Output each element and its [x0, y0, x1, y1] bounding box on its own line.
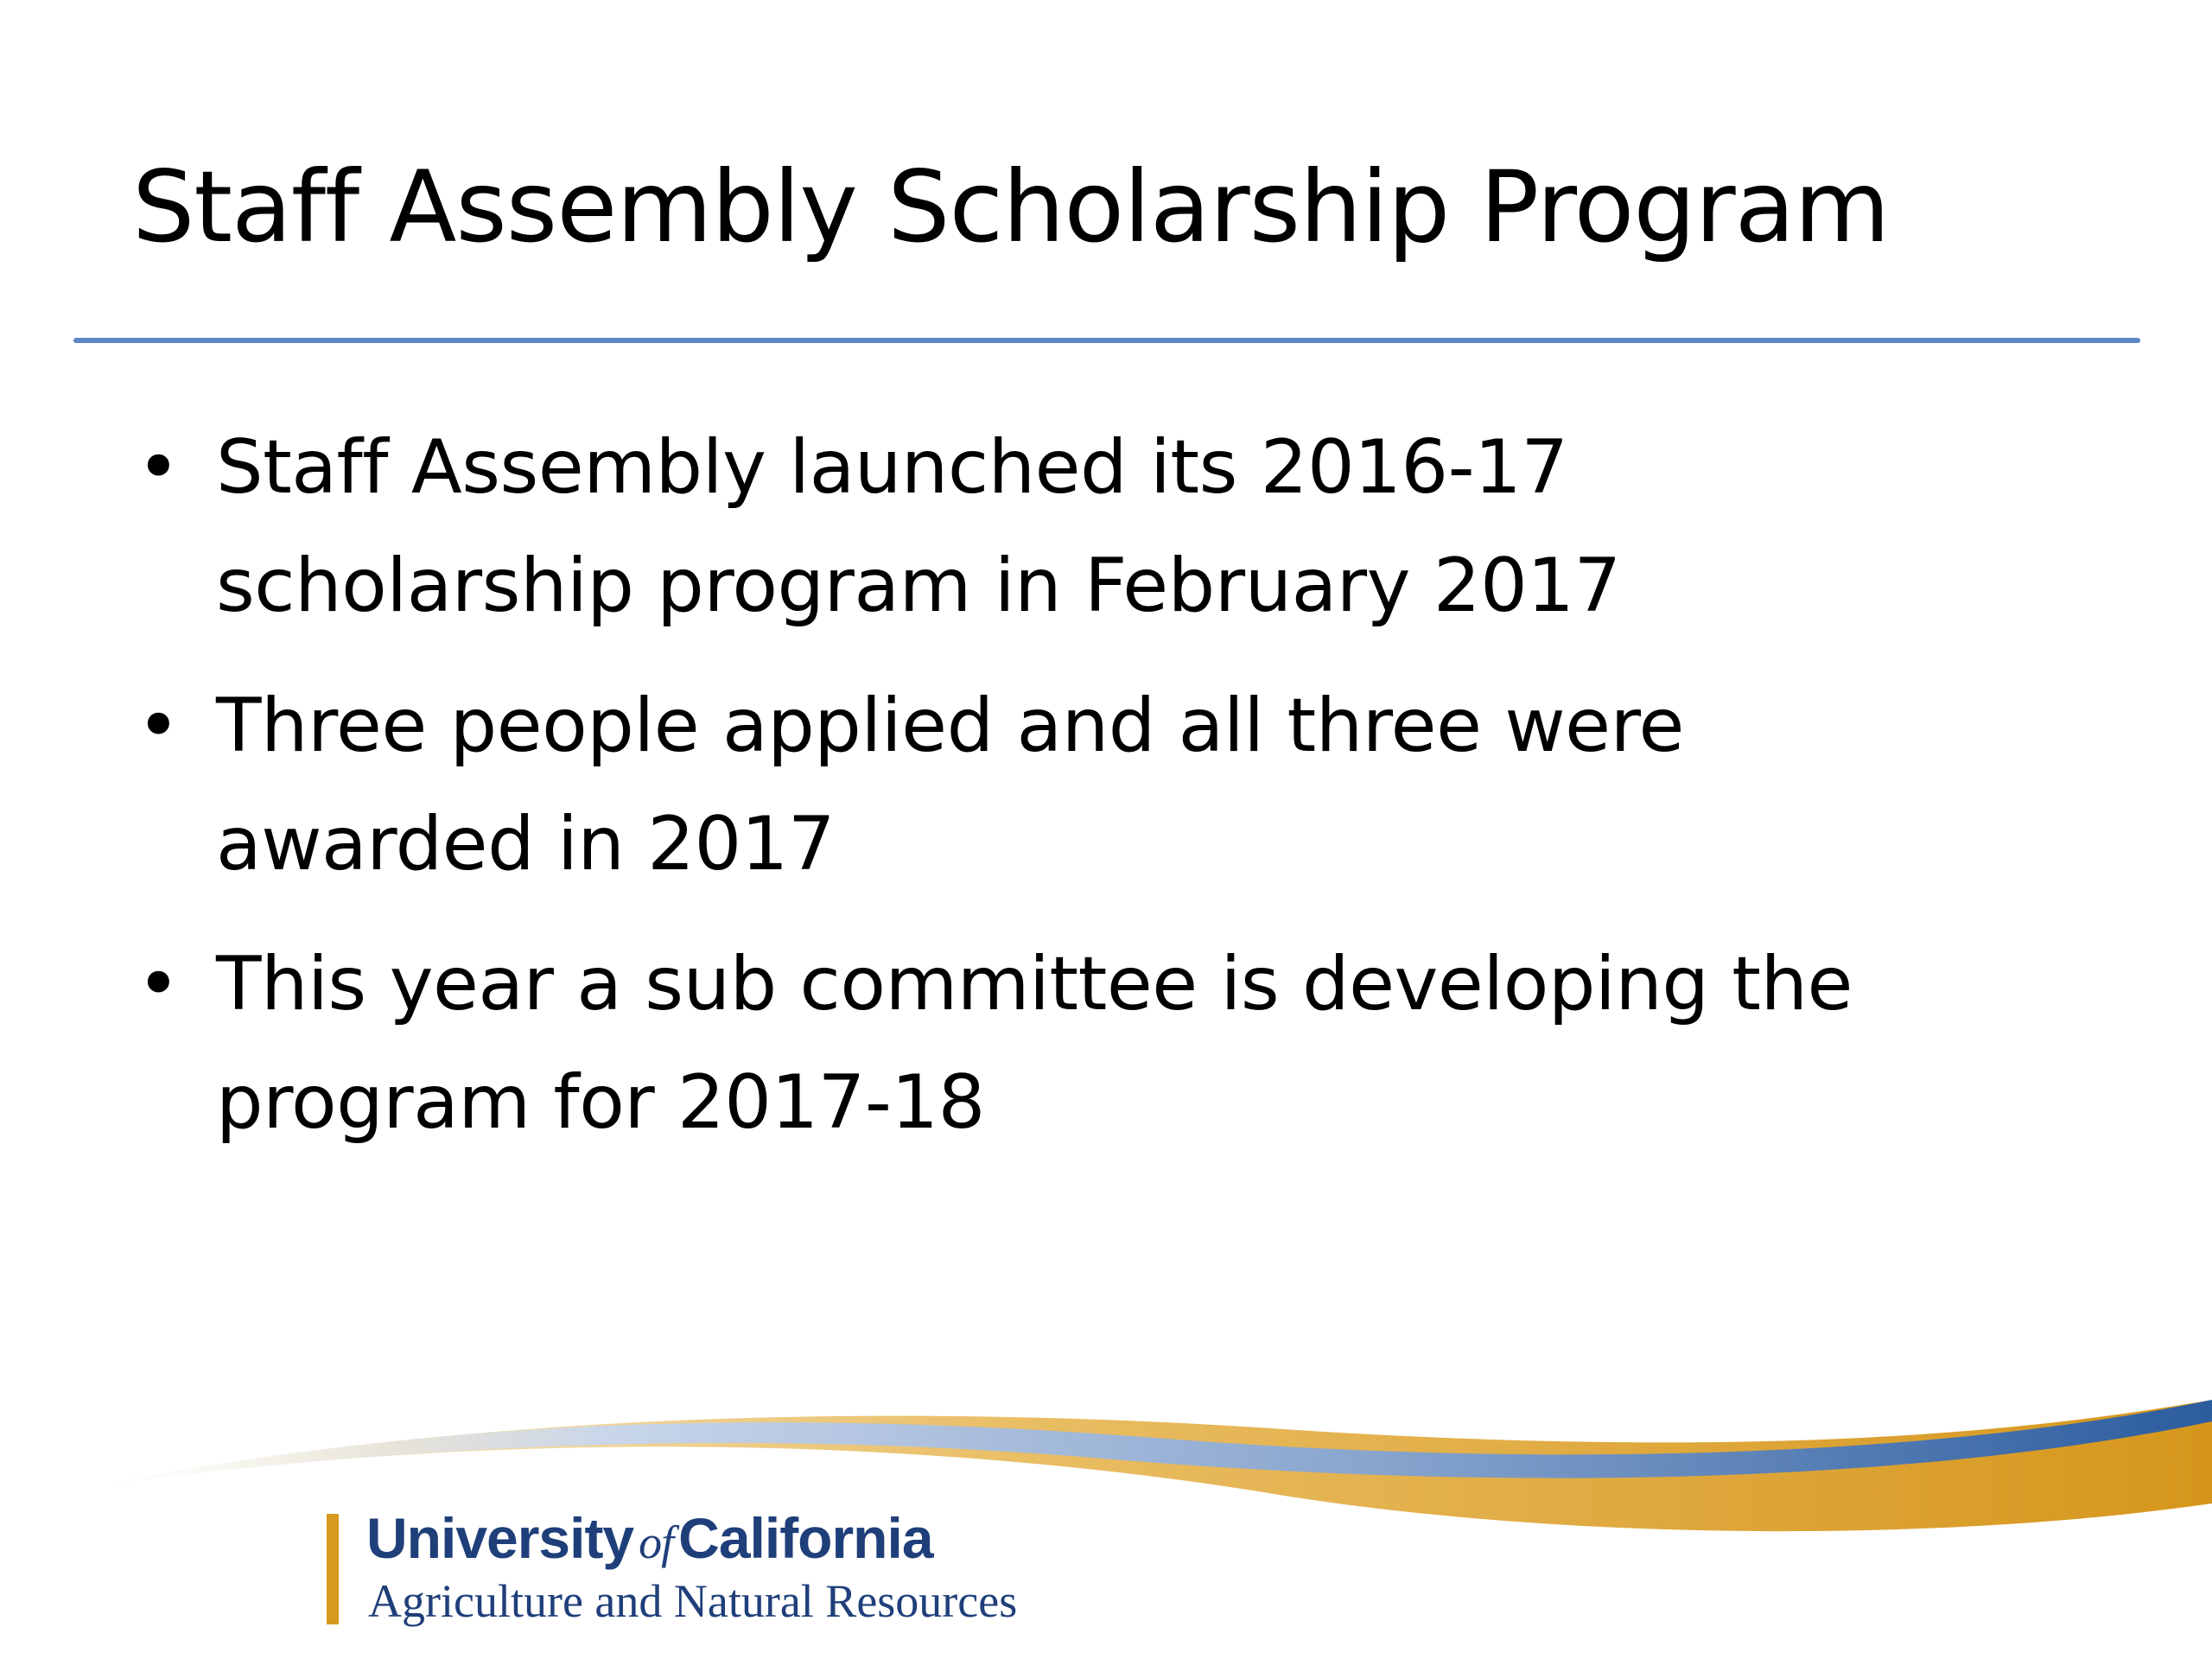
bullet-text-line: Staff Assembly launched its 2016-17 [216, 424, 1568, 511]
bullet-text-line: scholarship program in February 2017 [216, 543, 1621, 629]
bullet-item [130, 925, 2031, 1162]
bullet-dot-icon: • [137, 941, 181, 1027]
bullet-item [130, 667, 2031, 904]
bullet-item [130, 409, 2031, 645]
bullet-text-line: awarded in 2017 [216, 801, 836, 887]
slide-title: Staff Assembly Scholarship Program [132, 149, 1890, 264]
logo-word-university: University [366, 1506, 634, 1570]
bullet-list [130, 409, 2031, 1184]
logo-accent-bar [327, 1514, 339, 1624]
bullet-dot-icon: • [137, 424, 181, 511]
title-divider [73, 338, 2140, 343]
bullet-dot-icon: • [137, 683, 181, 769]
logo-word-of: of [639, 1516, 674, 1568]
logo-university-name [366, 1503, 933, 1577]
bullet-text-line: Three people applied and all three were [216, 683, 1684, 769]
logo-division-name: Agriculture and Natural Resources [368, 1575, 1018, 1627]
bullet-text-line: program for 2017-18 [216, 1059, 985, 1146]
logo-word-california: California [678, 1506, 933, 1570]
bullet-text-line: This year a sub committee is developing the [216, 941, 1853, 1027]
